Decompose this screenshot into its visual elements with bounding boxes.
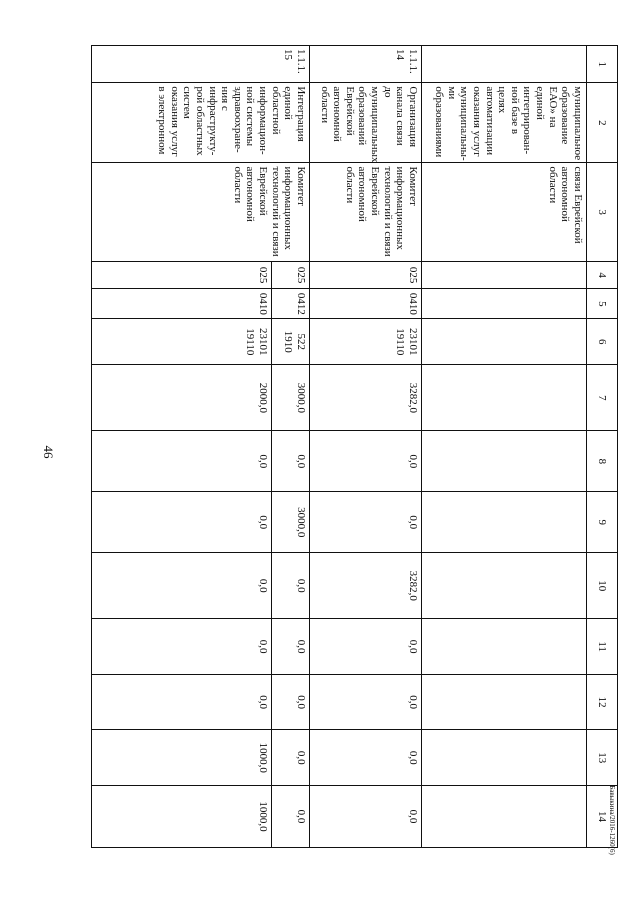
cell-year: 0,0 <box>272 785 310 847</box>
header-row <box>587 46 618 848</box>
cell-year <box>422 619 587 675</box>
header-cell: 4 <box>587 261 618 289</box>
header-cell: 7 <box>587 365 618 431</box>
cell-rzpr: 0410 <box>310 289 422 319</box>
cell-measure: Интеграция единой областной информацион-ной системы здравоохране-ния с инфраструкту-рой областных систем оказания услуг в электронном <box>92 83 310 163</box>
cell-csr: 23101 19110 <box>310 319 422 365</box>
header-cell: 3 <box>587 163 618 261</box>
cell-grbs: 025 <box>272 261 310 289</box>
cell-csr <box>422 319 587 365</box>
cell-year: 0,0 <box>310 492 422 553</box>
cell-year <box>422 674 587 730</box>
cell-year: 1000,0 <box>92 730 272 786</box>
cell-year: 0,0 <box>272 730 310 786</box>
cell-year <box>422 553 587 619</box>
cell-total <box>422 365 587 431</box>
cell-year: 0,0 <box>92 619 272 675</box>
table-row <box>310 46 422 848</box>
cell-year: 3282,0 <box>310 553 422 619</box>
header-cell: 14 <box>587 785 618 847</box>
page-number: 46 <box>41 445 56 459</box>
cell-executor: связи Еврейской автономной области <box>422 163 587 261</box>
cell-year: 0,0 <box>92 553 272 619</box>
cell-number: 1.1.1. 14 <box>310 46 422 83</box>
cell-year <box>422 431 587 492</box>
cell-year <box>422 730 587 786</box>
cell-number: 1.1.1. 15 <box>92 46 310 83</box>
cell-csr: 23101 19110 <box>92 319 272 365</box>
cell-year: 0,0 <box>272 619 310 675</box>
table-row <box>272 46 310 848</box>
header-cell: 1 <box>587 46 618 83</box>
cell-grbs: 025 <box>92 261 272 289</box>
cell-year: 0,0 <box>310 730 422 786</box>
cell-number <box>422 46 587 83</box>
header-cell: 10 <box>587 553 618 619</box>
header-cell: 5 <box>587 289 618 319</box>
cell-year: 0,0 <box>310 431 422 492</box>
header-cell: 6 <box>587 319 618 365</box>
cell-year: 0,0 <box>92 431 272 492</box>
cell-year: 0,0 <box>272 431 310 492</box>
cell-year <box>422 492 587 553</box>
program-table <box>91 45 618 848</box>
cell-csr: 522 1910 <box>272 319 310 365</box>
cell-rzpr: 0412 <box>272 289 310 319</box>
table-wrapper <box>91 45 618 848</box>
cell-executor: Комитет информационных технологий и связи Еврейской автономной области <box>310 163 422 261</box>
header-cell: 2 <box>587 83 618 163</box>
cell-year: 0,0 <box>310 619 422 675</box>
rotated-table-content <box>91 45 618 848</box>
cell-year: 0,0 <box>92 492 272 553</box>
cell-rzpr <box>422 289 587 319</box>
cell-total: 3000,0 <box>272 365 310 431</box>
cell-year: 0,0 <box>92 674 272 730</box>
cell-year <box>422 785 587 847</box>
header-cell: 13 <box>587 730 618 786</box>
header-cell: 11 <box>587 619 618 675</box>
footer-code: Бавыкина/2016-1260(6) <box>608 785 616 855</box>
cell-measure: Организация канала связи до муниципальных образований Еврейской автономной области <box>310 83 422 163</box>
cell-total: 3282,0 <box>310 365 422 431</box>
cell-year: 0,0 <box>272 674 310 730</box>
cell-year: 3000,0 <box>272 492 310 553</box>
cell-grbs <box>422 261 587 289</box>
cell-rzpr: 0410 <box>92 289 272 319</box>
header-cell: 12 <box>587 674 618 730</box>
cell-year: 0,0 <box>310 674 422 730</box>
cell-grbs: 025 <box>310 261 422 289</box>
cell-year: 1000,0 <box>92 785 272 847</box>
cell-total: 2000,0 <box>92 365 272 431</box>
cell-executor: Комитет информационных технологий и связи Еврейской автономной области <box>92 163 310 261</box>
header-cell: 9 <box>587 492 618 553</box>
cell-measure: муниципальное образование ЕАО» на единой интегрирован-ной базе в целях автоматизации оказания услуг муниципальны-ми образованиями <box>422 83 587 163</box>
cell-year: 0,0 <box>310 785 422 847</box>
cell-year: 0,0 <box>272 553 310 619</box>
table-row <box>422 46 587 848</box>
header-cell: 8 <box>587 431 618 492</box>
